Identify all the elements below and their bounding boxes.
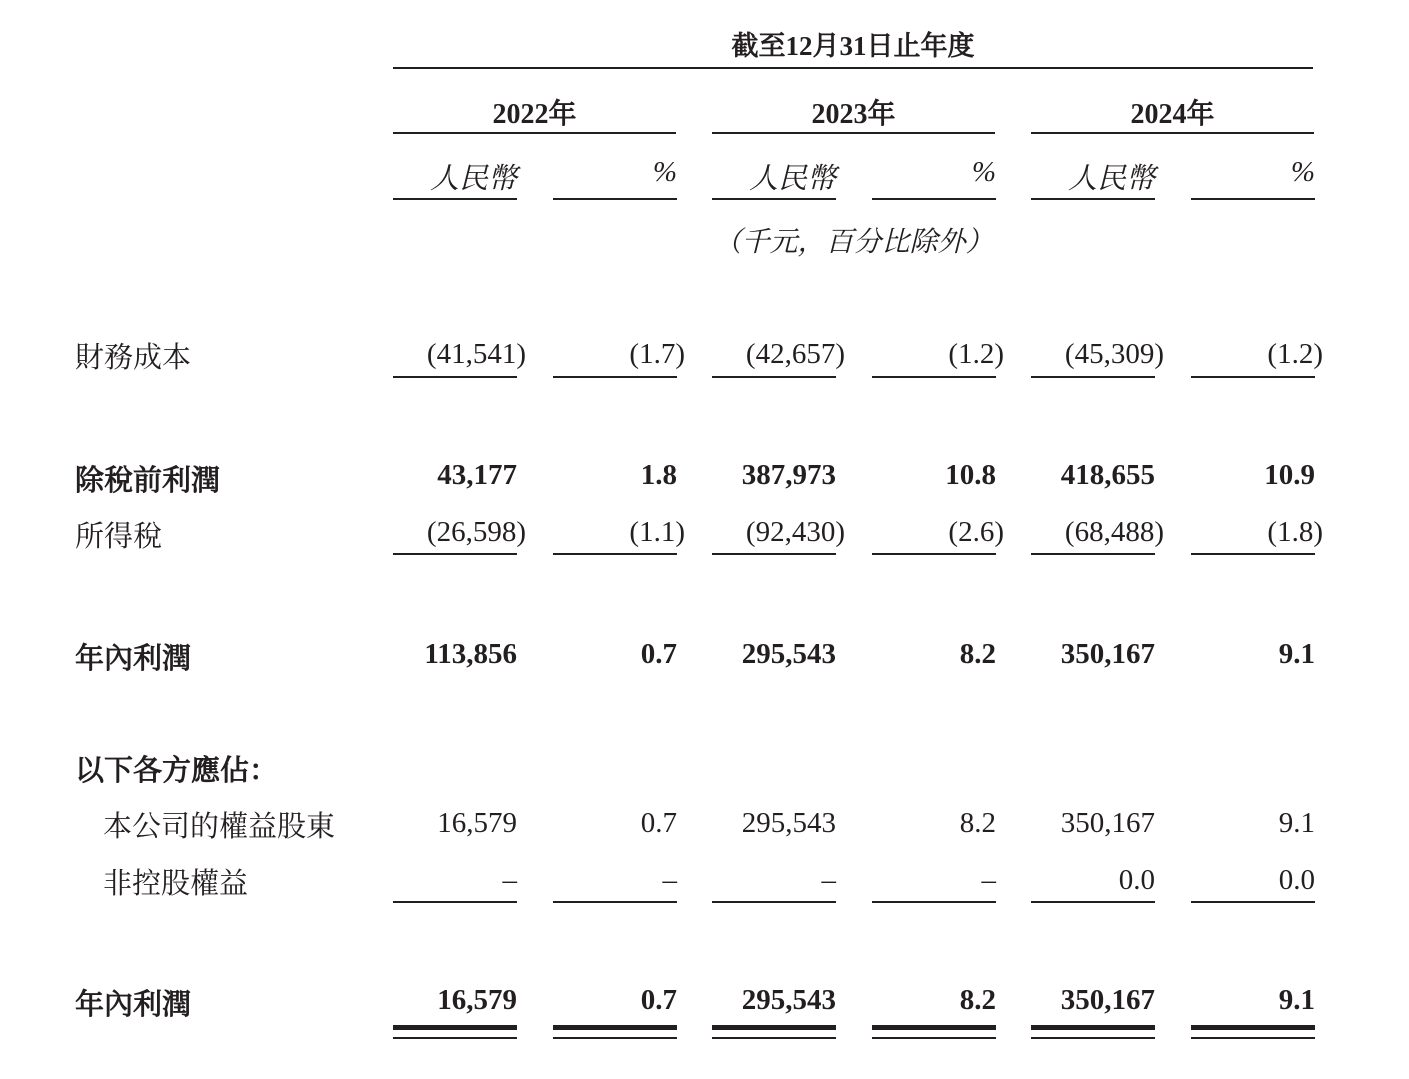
cell: (41,541): [426, 338, 526, 370]
cell: 8.2: [959, 984, 996, 1016]
rule: [1031, 553, 1155, 555]
cell: (1.8): [1267, 516, 1323, 548]
rule: [393, 198, 517, 200]
rule: [553, 553, 677, 555]
cell: (2.6): [948, 516, 1004, 548]
total-rule-thin: [712, 1037, 836, 1039]
rule: [872, 376, 996, 378]
rule: [553, 901, 677, 903]
cell: (42,657): [745, 338, 845, 370]
percent-2023: %: [971, 156, 996, 188]
cell: 113,856: [424, 638, 517, 670]
row-label-income-tax: 所得稅: [75, 521, 163, 553]
currency-2023: 人民幣: [748, 163, 836, 195]
year-2022-rule: [393, 132, 676, 134]
row-label-profit-for-year-total: 年內利潤: [75, 989, 192, 1021]
cell: (68,488): [1064, 516, 1164, 548]
cell: (1.1): [629, 516, 685, 548]
total-rule-thin: [393, 1037, 517, 1039]
total-rule-thin: [872, 1037, 996, 1039]
percent-2024: %: [1290, 156, 1315, 188]
row-label-profit-for-year: 年內利潤: [75, 643, 192, 675]
cell: 295,543: [741, 807, 836, 839]
rule: [1191, 901, 1315, 903]
total-rule-thick: [712, 1025, 836, 1030]
rule: [1191, 376, 1315, 378]
total-rule-thin: [553, 1037, 677, 1039]
percent-2022: %: [652, 156, 677, 188]
cell: 0.7: [640, 807, 677, 839]
rule: [553, 376, 677, 378]
year-2023-rule: [712, 132, 995, 134]
cell: 43,177: [437, 459, 517, 491]
rule: [1191, 553, 1315, 555]
cell: 295,543: [741, 638, 836, 670]
year-2022-header: 2022年: [492, 99, 577, 130]
cell: (45,309): [1064, 338, 1164, 370]
cell: 16,579: [437, 984, 517, 1016]
cell: 295,543: [741, 984, 836, 1016]
cell: 0.7: [640, 984, 677, 1016]
rule: [393, 901, 517, 903]
rule: [712, 901, 836, 903]
cell: (1.7): [629, 338, 685, 370]
total-rule-thick: [1031, 1025, 1155, 1030]
rule: [712, 553, 836, 555]
row-label-non-controlling-interests: 非控股權益: [103, 868, 249, 900]
cell: –: [981, 864, 996, 896]
cell: 418,655: [1060, 459, 1155, 491]
row-label-attributable-to: 以下各方應佔：: [75, 755, 279, 787]
rule: [393, 553, 517, 555]
cell: 0.7: [640, 638, 677, 670]
rule: [872, 553, 996, 555]
rule: [1191, 198, 1315, 200]
cell: 8.2: [959, 638, 996, 670]
rule: [1031, 376, 1155, 378]
row-label-profit-before-tax: 除稅前利潤: [75, 465, 221, 497]
row-label-equity-shareholders: 本公司的權益股東: [103, 811, 336, 843]
currency-2022: 人民幣: [429, 163, 517, 195]
cell: 16,579: [437, 807, 517, 839]
total-rule-thick: [393, 1025, 517, 1030]
rule: [1031, 198, 1155, 200]
total-rule-thick: [553, 1025, 677, 1030]
cell: 387,973: [741, 459, 836, 491]
rule: [1031, 901, 1155, 903]
cell: 10.8: [945, 459, 996, 491]
cell: 10.9: [1264, 459, 1315, 491]
total-rule-thick: [1191, 1025, 1315, 1030]
cell: (1.2): [1267, 338, 1323, 370]
cell: –: [821, 864, 836, 896]
unit-note: （千元，百分比除外）: [713, 227, 994, 258]
cell: 9.1: [1278, 807, 1315, 839]
cell: –: [662, 864, 677, 896]
year-2023-header: 2023年: [811, 99, 896, 130]
cell: –: [502, 864, 517, 896]
period-rule: [393, 67, 1313, 69]
total-rule-thick: [872, 1025, 996, 1030]
year-2024-header: 2024年: [1130, 99, 1215, 130]
row-label-finance-cost: 財務成本: [75, 342, 192, 374]
cell: 350,167: [1060, 638, 1155, 670]
rule: [393, 376, 517, 378]
total-rule-thin: [1031, 1037, 1155, 1039]
cell: 9.1: [1278, 984, 1315, 1016]
rule: [872, 198, 996, 200]
cell: 1.8: [640, 459, 677, 491]
rule: [553, 198, 677, 200]
total-rule-thin: [1191, 1037, 1315, 1039]
rule: [712, 198, 836, 200]
period-header: 截至12月31日止年度: [731, 31, 975, 61]
cell: 8.2: [959, 807, 996, 839]
cell: 9.1: [1278, 638, 1315, 670]
year-2024-rule: [1031, 132, 1314, 134]
cell: (92,430): [745, 516, 845, 548]
currency-2024: 人民幣: [1067, 163, 1155, 195]
rule: [712, 376, 836, 378]
cell: 350,167: [1060, 807, 1155, 839]
rule: [872, 901, 996, 903]
cell: (26,598): [426, 516, 526, 548]
cell: (1.2): [948, 338, 1004, 370]
cell: 0.0: [1118, 864, 1155, 896]
cell: 0.0: [1278, 864, 1315, 896]
cell: 350,167: [1060, 984, 1155, 1016]
